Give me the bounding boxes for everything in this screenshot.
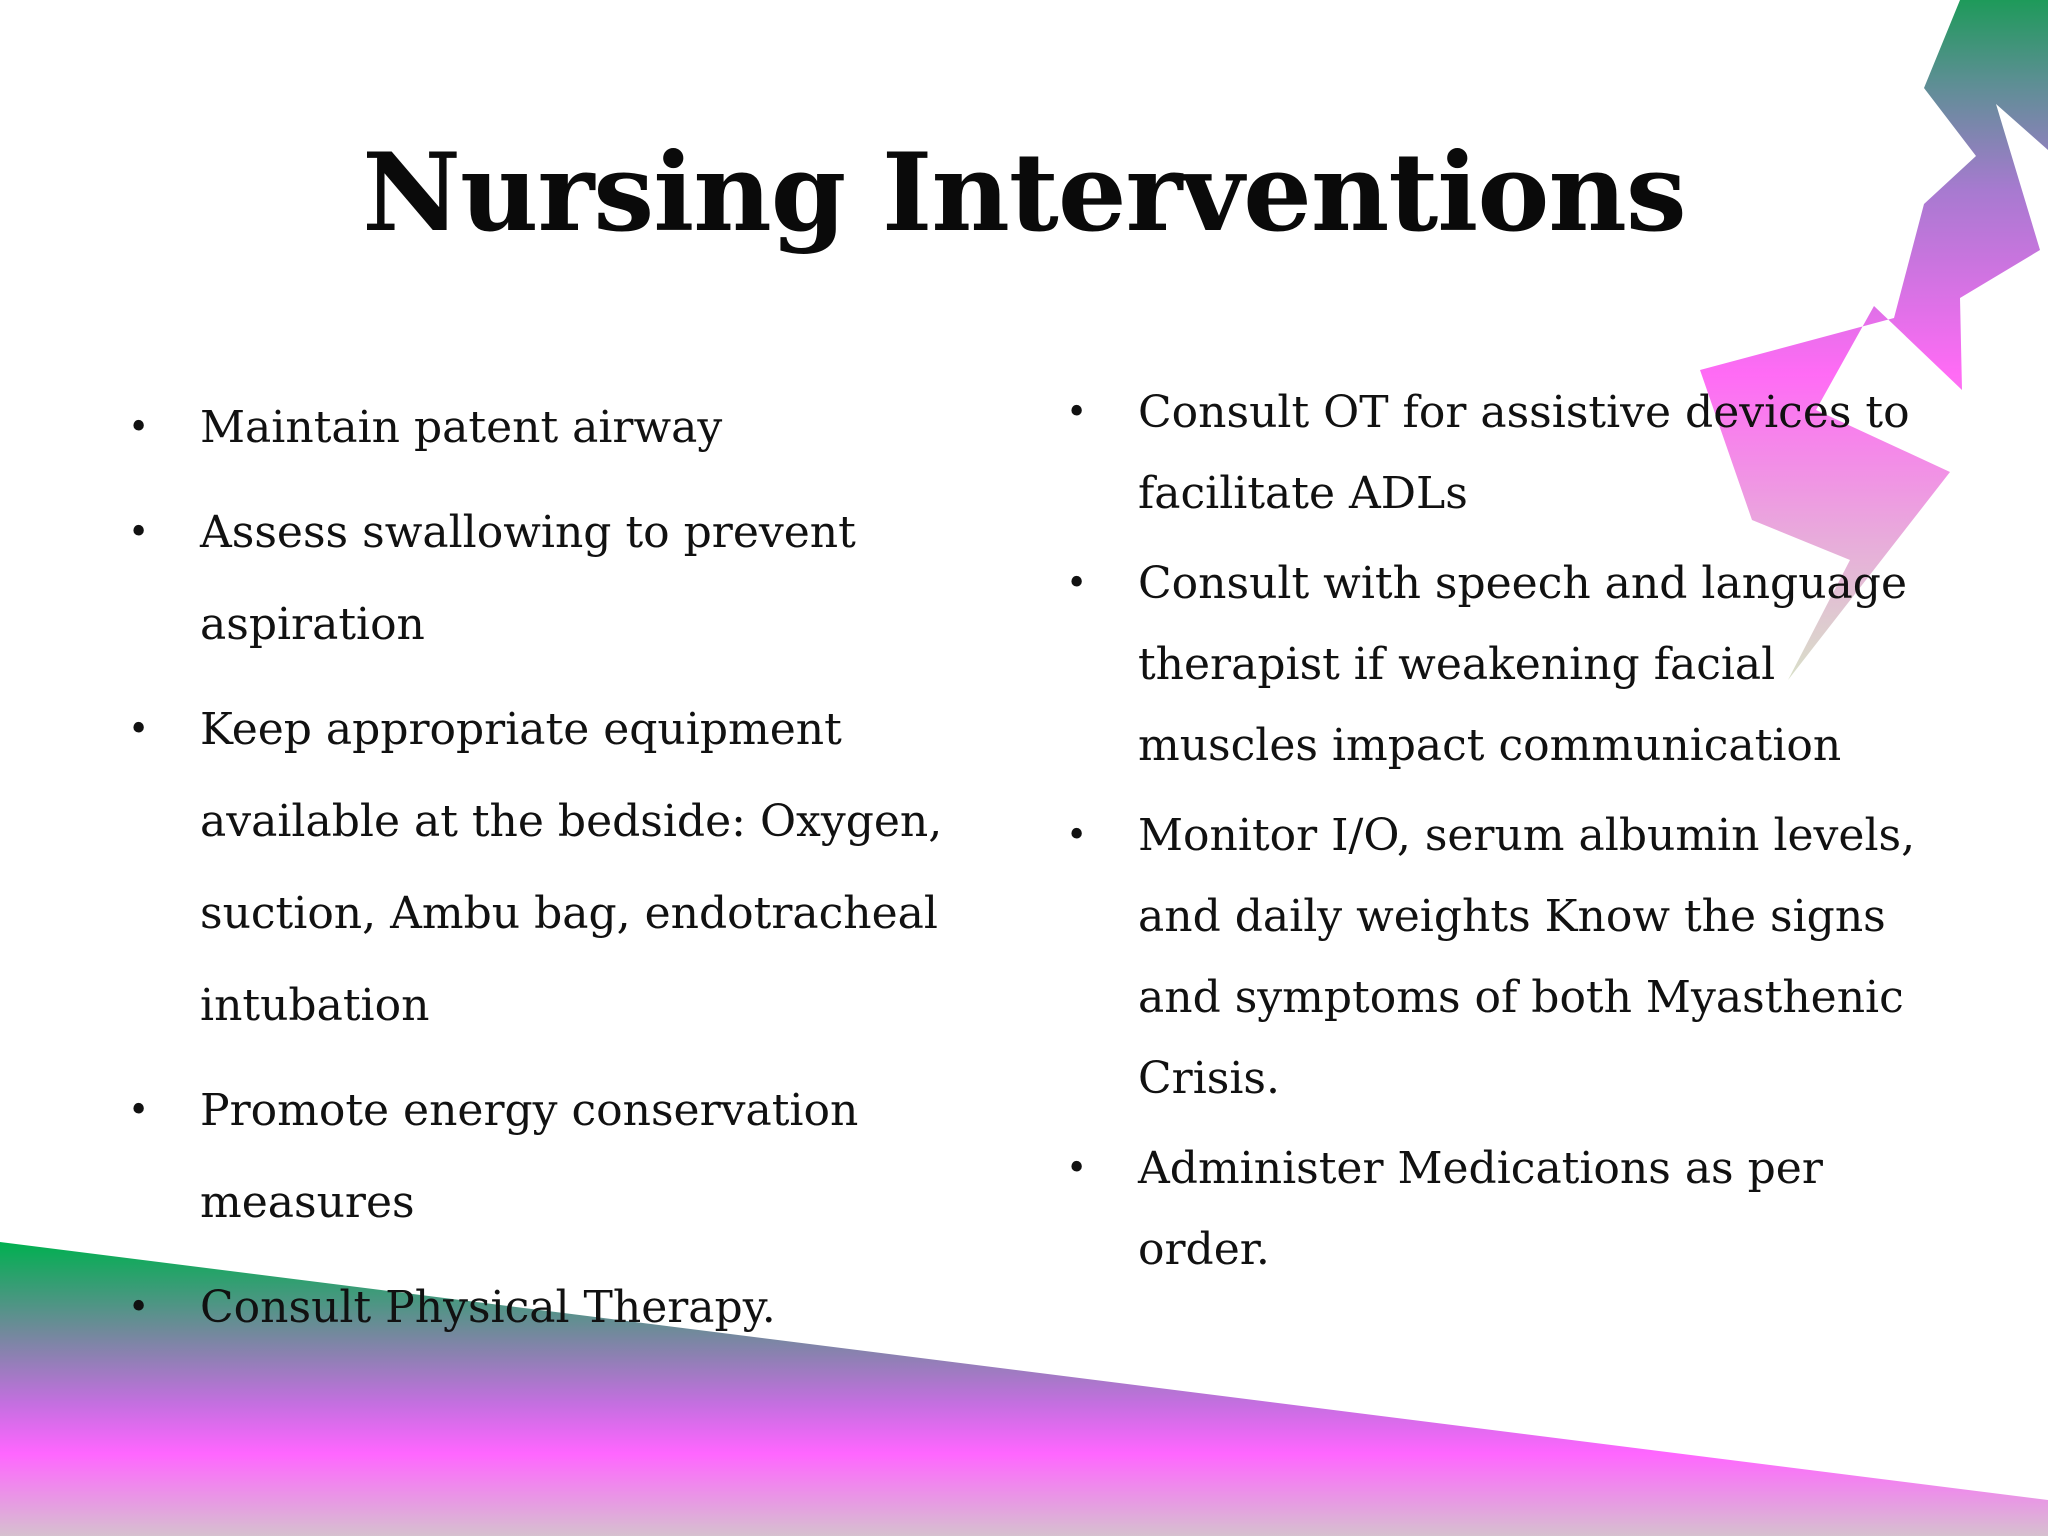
bullet-icon: • <box>128 512 150 553</box>
bullet-icon: • <box>128 1090 150 1131</box>
list-item <box>120 1065 960 1249</box>
bullet-icon: • <box>1066 563 1088 604</box>
list-item <box>1058 795 1938 1119</box>
list-item <box>120 487 960 671</box>
list-item <box>1058 1128 1938 1290</box>
left-bullet-list <box>120 382 960 1367</box>
list-item-text: Consult OT for assistive devices to facilitate ADLs <box>1138 387 1910 519</box>
list-item-text: Promote energy conservation measures <box>200 1085 859 1228</box>
bullet-icon: • <box>1066 392 1088 433</box>
list-item <box>1058 372 1938 534</box>
list-item-text: Consult with speech and language therapist if weakening facial muscles impact communication <box>1138 558 1907 771</box>
list-item-text: Administer Medications as per order. <box>1138 1143 1823 1275</box>
bullet-icon: • <box>128 1287 150 1328</box>
bullet-icon: • <box>1066 1148 1088 1189</box>
bullet-icon: • <box>128 407 150 448</box>
list-item-text: Assess swallowing to prevent aspiration <box>200 507 856 650</box>
list-item <box>120 1262 960 1354</box>
list-item-text: Monitor I/O, serum albumin levels, and daily weights Know the signs and symptoms of both Myasthenic Crisis. <box>1138 810 1916 1104</box>
slide-title: Nursing Interventions <box>362 130 1686 256</box>
right-bullet-list <box>1058 372 1938 1299</box>
bullet-icon: • <box>1066 815 1088 856</box>
list-item-text: Keep appropriate equipment available at the bedside: Oxygen, suction, Ambu bag, endotracheal intubation <box>200 704 943 1031</box>
list-item <box>120 382 960 474</box>
list-item <box>120 684 960 1052</box>
list-item-text: Consult Physical Therapy. <box>200 1282 776 1333</box>
bullet-icon: • <box>128 709 150 750</box>
list-item <box>1058 543 1938 786</box>
list-item-text: Maintain patent airway <box>200 402 723 453</box>
